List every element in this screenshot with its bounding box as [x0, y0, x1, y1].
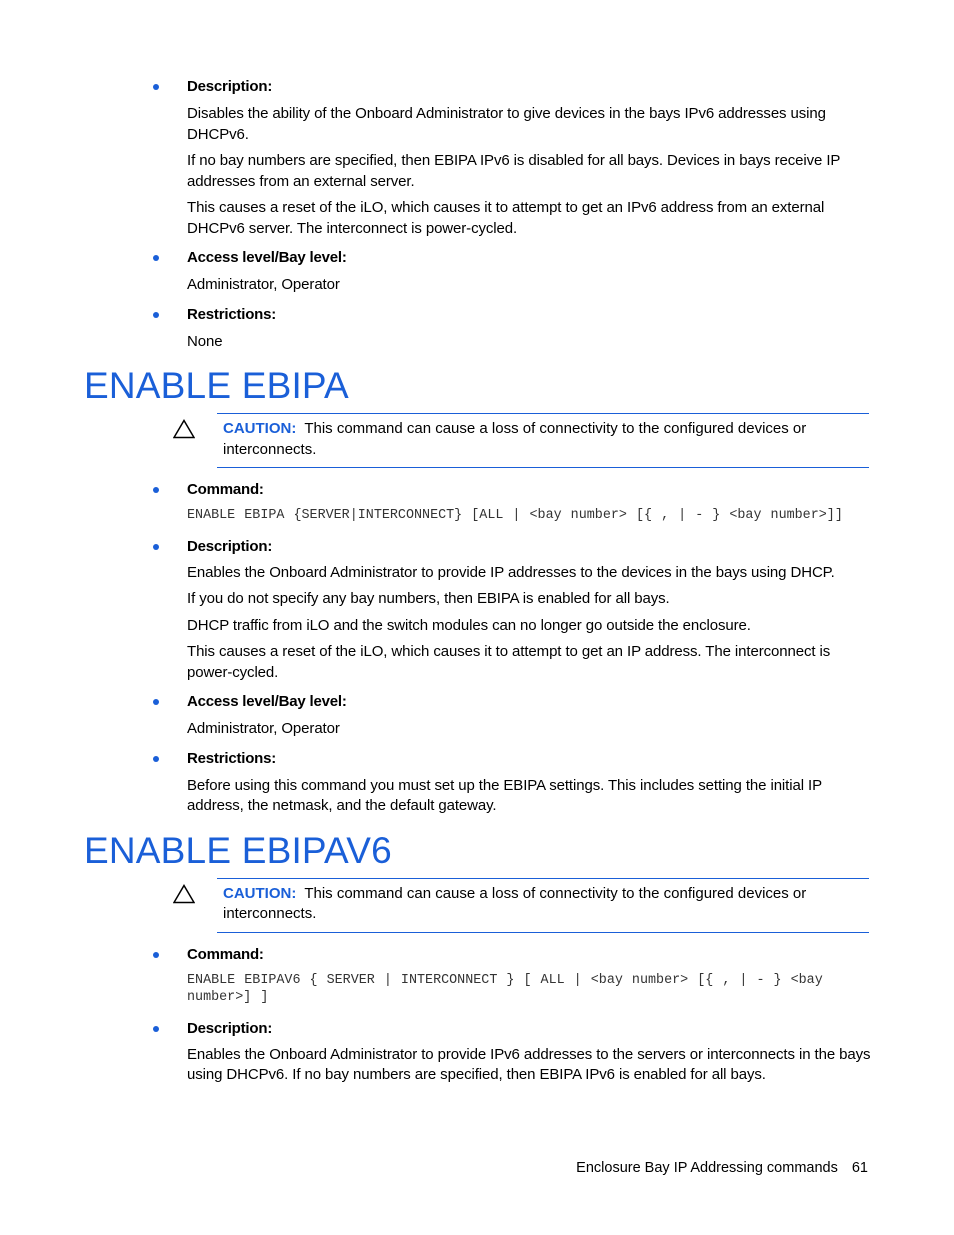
- bullet-access-label: Access level/Bay level:: [187, 248, 871, 268]
- bullet-restrictions-label: Restrictions:: [187, 749, 871, 769]
- bullet-command-label: Command:: [187, 480, 871, 500]
- section-heading-enable-ebipav6: ENABLE EBIPAV6: [84, 829, 392, 871]
- access-value: Administrator, Operator: [187, 276, 340, 293]
- bullet-access-label: Access level/Bay level:: [187, 692, 871, 712]
- caution-text: This command can cause a loss of connectivity to the configured devices or interconnects.: [223, 420, 807, 458]
- bullet-description-label: Description:: [187, 537, 871, 557]
- page-footer: [576, 1159, 868, 1177]
- description-paragraph: Enables the Onboard Administrator to provide IPv6 addresses to the servers or interconnects in the bays using DHCPv6. If no bay numbers are specified, then EBIPA IPv6 is enabled for all bays.: [187, 1045, 871, 1083]
- page-number: 61: [851, 1160, 868, 1176]
- caution-label: CAUTION:: [223, 884, 297, 902]
- bullet-description-label: Description:: [187, 77, 871, 97]
- description-paragraph: This causes a reset of the iLO, which causes it to attempt to get an IP address. The interconnect is power-cycled.: [187, 643, 831, 681]
- command-syntax: ENABLE EBIPA {SERVER|INTERCONNECT} [ALL | <bay number> [{ , | - } <bay number>]]: [187, 508, 843, 523]
- section-heading-enable-ebipa: ENABLE EBIPA: [84, 365, 349, 406]
- caution-label: CAUTION:: [223, 420, 297, 437]
- bullet-restrictions-label: Restrictions:: [187, 305, 871, 325]
- caution-triangle-icon: [173, 884, 195, 904]
- description-paragraph: This causes a reset of the iLO, which causes it to attempt to get an IPv6 address from an external DHCPv6 server. The interconnect is power-cycled.: [187, 199, 825, 237]
- description-paragraph: Enables the Onboard Administrator to provide IP addresses to the devices in the bays using DHCP.: [187, 563, 835, 581]
- command-syntax: ENABLE EBIPAV6 { SERVER | INTERCONNECT } [ ALL | <bay number> [{ , | - } <bay number>] ]: [187, 972, 823, 1005]
- description-paragraph: Disables the ability of the Onboard Administrator to give devices in the bays IPv6 addresses using DHCPv6.: [187, 105, 826, 143]
- access-value: Administrator, Operator: [187, 720, 340, 737]
- restrictions-value: Before using this command you must set up the EBIPA settings. This includes setting the initial IP address, the netmask, and the default gateway.: [187, 776, 822, 814]
- footer-section-title: Enclosure Bay IP Addressing commands: [576, 1160, 838, 1176]
- description-paragraph: If no bay numbers are specified, then EBIPA IPv6 is disabled for all bays. Devices in bays receive IP addresses from an external server.: [187, 152, 841, 190]
- bullet-command-label: Command:: [187, 945, 871, 965]
- caution-box: [217, 413, 869, 468]
- caution-box: [217, 878, 869, 933]
- description-paragraph: DHCP traffic from iLO and the switch modules can no longer go outside the enclosure.: [187, 616, 751, 634]
- caution-triangle-icon: [173, 419, 195, 439]
- caution-text: This command can cause a loss of connectivity to the configured devices or interconnects.: [223, 884, 807, 922]
- restrictions-value: None: [187, 332, 223, 350]
- bullet-description-label: Description:: [187, 1019, 871, 1039]
- description-paragraph: If you do not specify any bay numbers, then EBIPA is enabled for all bays.: [187, 590, 670, 607]
